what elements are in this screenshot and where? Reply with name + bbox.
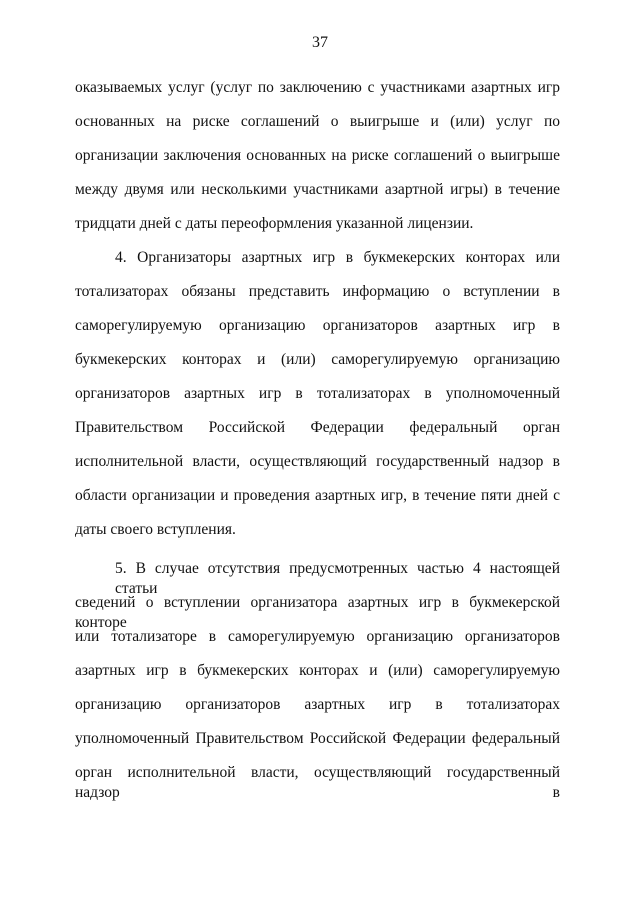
- text-line: организации заключения основанных на риске соглашений о выигрыше: [75, 147, 560, 164]
- text-line: уполномоченный Правительством Российской Федерации федеральный: [75, 730, 560, 747]
- text-line: сведений о вступлении организатора азартных игр в букмекерской конторе: [75, 594, 560, 631]
- page-number: 37: [312, 34, 328, 51]
- text-line: основанных на риске соглашений о выигрыше и (или) услуг по: [75, 113, 560, 130]
- text-line: между двумя или несколькими участниками азартной игры) в течение: [75, 181, 560, 198]
- text-line: организацию организаторов азартных игр в тотализаторах: [75, 696, 560, 713]
- text-line: азартных игр в букмекерских конторах и (или) саморегулируемую: [75, 662, 560, 679]
- text-line: Правительством Российской Федерации федеральный орган: [75, 419, 560, 436]
- text-line: оказываемых услуг (услуг по заключению с участниками азартных игр: [75, 79, 560, 96]
- text-line: или тотализаторе в саморегулируемую организацию организаторов: [75, 628, 560, 645]
- text-line: даты своего вступления.: [75, 521, 236, 538]
- text-line: тридцати дней с даты переоформления указанной лицензии.: [75, 215, 474, 232]
- text-line: исполнительной власти, осуществляющий государственный надзор в: [75, 453, 560, 470]
- text-line: букмекерских конторах и (или) саморегулируемую организацию: [75, 351, 560, 368]
- text-line: 4. Организаторы азартных игр в букмекерских конторах или: [115, 249, 560, 266]
- text-line: организаторов азартных игр в тотализаторах в уполномоченный: [75, 385, 560, 402]
- text-line: орган исполнительной власти, осуществляющий государственный надзор в: [75, 764, 560, 801]
- text-line: области организации и проведения азартных игр, в течение пяти дней с: [75, 487, 560, 504]
- text-line: 5. В случае отсутствия предусмотренных частью 4 настоящей статьи: [115, 560, 560, 597]
- text-line: тотализаторах обязаны представить информацию о вступлении в: [75, 283, 560, 300]
- text-line: саморегулируемую организацию организаторов азартных игр в: [75, 317, 560, 334]
